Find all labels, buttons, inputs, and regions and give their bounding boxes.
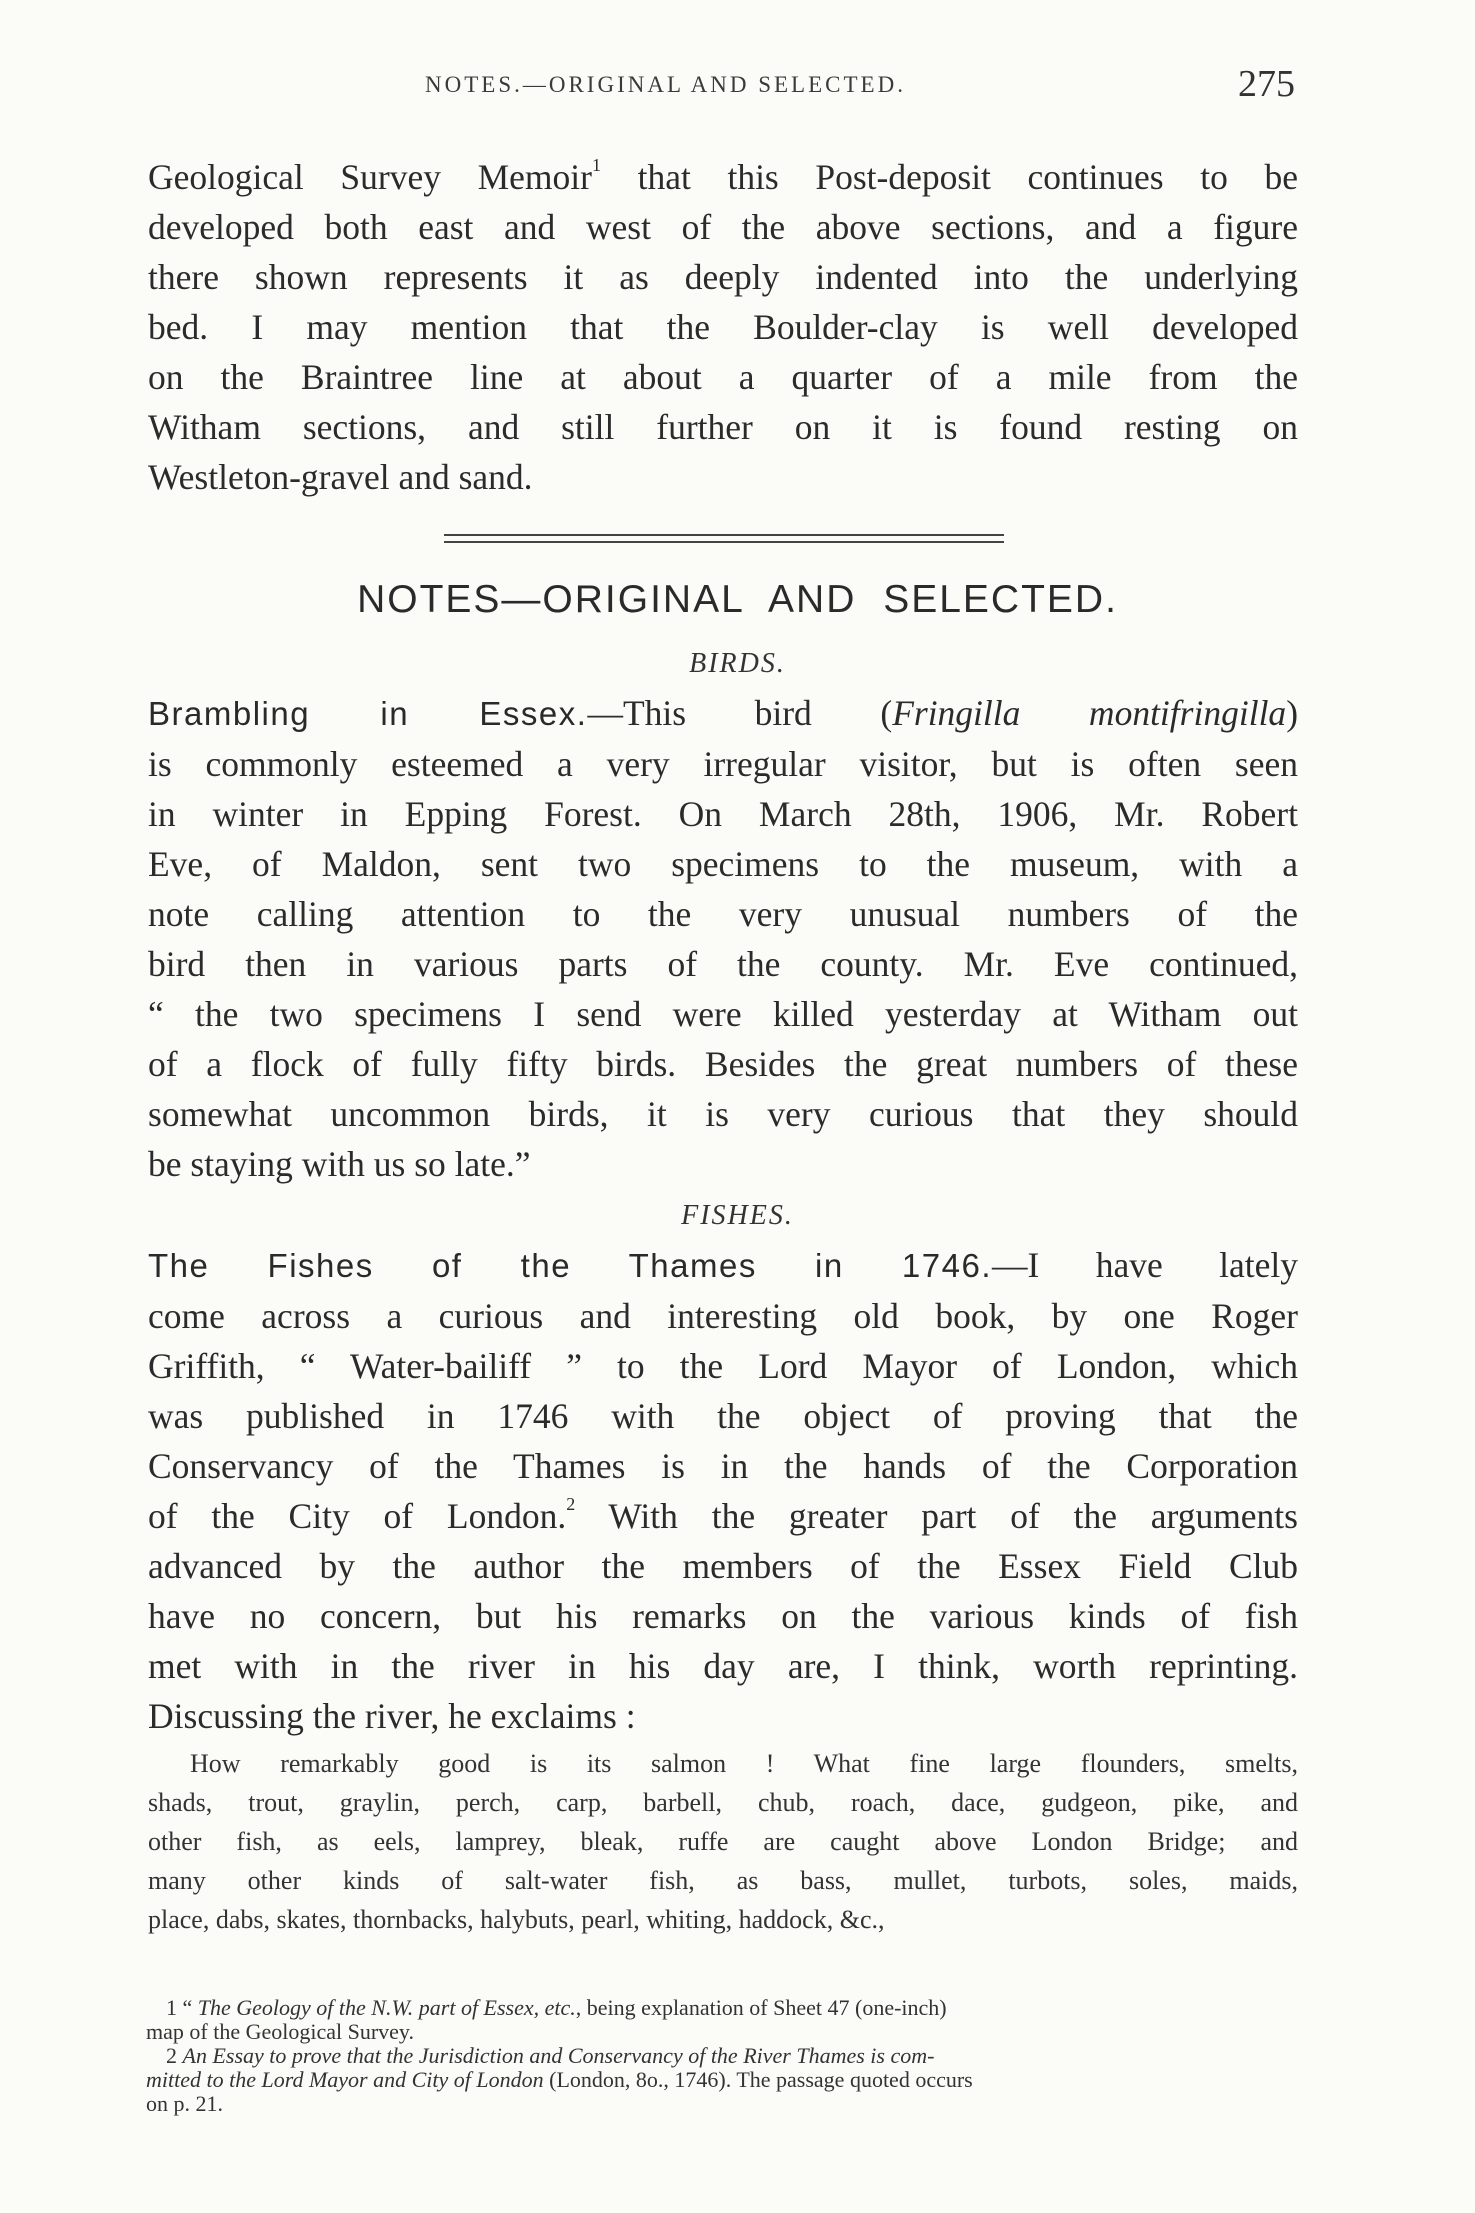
text-line <box>148 1240 1298 1291</box>
intro-paragraph <box>148 152 1298 502</box>
brambling-paragraph <box>148 688 1298 1189</box>
text-line <box>148 789 1298 839</box>
text-line <box>148 1139 1298 1189</box>
text-line <box>148 1391 1298 1441</box>
text-line <box>148 1341 1298 1391</box>
page-number: 275 <box>1238 63 1295 105</box>
text-run: , being explanation of Sheet 47 (one-inch) <box>575 1995 947 2020</box>
text-line <box>148 989 1298 1039</box>
text-run: bed. I may mention that the Boulder-clay is well developed <box>148 307 1298 347</box>
footnote-line <box>146 2068 1298 2092</box>
text-run: that this Post-deposit continues to be <box>600 157 1298 197</box>
text-line <box>148 1491 1298 1541</box>
text-run: Witham sections, and still further on it is found resting on <box>148 407 1298 447</box>
footnote-marker: 2 <box>566 1494 576 1514</box>
footnotes <box>146 1996 1298 2116</box>
text-run: (London, 8o., 1746). The passage quoted occurs <box>543 2067 973 2092</box>
quote-line: place, dabs, skates, thornbacks, halybuts, pearl, whiting, haddock, &c., <box>148 1905 885 1934</box>
text-run: 1 “ <box>166 1995 198 2020</box>
quoted-passage <box>148 1744 1298 1939</box>
italic-text: Fringilla montifringilla <box>892 693 1287 733</box>
text-run: Westleton-gravel and sand. <box>148 457 533 497</box>
note-title: Brambling in Essex. <box>148 695 588 732</box>
text-line <box>148 889 1298 939</box>
text-line <box>148 1591 1298 1641</box>
text-run: Eve, of Maldon, sent two specimens to the museum, with a <box>148 844 1298 884</box>
text-line <box>148 152 1298 202</box>
birds-heading: BIRDS. <box>689 648 786 679</box>
text-run: met with in the river in his day are, I think, worth reprinting. <box>148 1646 1298 1686</box>
text-line <box>148 1441 1298 1491</box>
text-line <box>148 1089 1298 1139</box>
text-line <box>148 688 1298 739</box>
quote-line: shads, trout, graylin, perch, carp, barbell, chub, roach, dace, gudgeon, pike, and <box>148 1788 1298 1817</box>
text-run: Griffith, “ Water-bailiff ” to the Lord Mayor of London, which <box>148 1346 1298 1386</box>
text-run: Conservancy of the Thames is in the hands of the Corporation <box>148 1446 1298 1486</box>
text-run: be staying with us so late.” <box>148 1144 531 1184</box>
section-divider-rule <box>444 541 1004 543</box>
italic-text: The Geology of the N.W. part of Essex, etc. <box>197 1995 576 2020</box>
fishes-paragraph <box>148 1240 1298 1741</box>
text-run: come across a curious and interesting old book, by one Roger <box>148 1296 1298 1336</box>
text-line <box>148 739 1298 789</box>
footnote-marker: 1 <box>591 155 601 175</box>
text-run: developed both east and west of the above sections, and a figure <box>148 207 1298 247</box>
text-run: of a flock of fully fifty birds. Besides the great numbers of these <box>148 1044 1298 1084</box>
footnote-line <box>146 2044 1298 2068</box>
footnote-line <box>146 1996 1298 2020</box>
note-title: The Fishes of the Thames in 1746. <box>148 1247 993 1284</box>
text-run: 2 <box>166 2043 183 2068</box>
text-run: ) <box>1286 693 1299 733</box>
text-run: is commonly esteemed a very irregular visitor, but is often seen <box>148 744 1298 784</box>
text-run: somewhat uncommon birds, it is very curious that they should <box>148 1094 1298 1134</box>
text-line <box>148 1691 1298 1741</box>
text-run: was published in 1746 with the object of proving that the <box>148 1396 1298 1436</box>
text-line <box>148 252 1298 302</box>
text-run: —This bird ( <box>587 693 893 733</box>
footnote-line <box>146 2020 1298 2044</box>
text-run: advanced by the author the members of the Essex Field Club <box>148 1546 1298 1586</box>
text-run: of the City of London. <box>148 1496 567 1536</box>
text-line <box>148 452 1298 502</box>
footnote-line <box>146 2092 1298 2116</box>
text-run: bird then in various parts of the county. Mr. Eve continued, <box>148 944 1298 984</box>
text-run: note calling attention to the very unusual numbers of the <box>148 894 1298 934</box>
running-head <box>0 62 1475 112</box>
text-run: map of the Geological Survey. <box>146 2019 414 2044</box>
text-run: on p. 21. <box>146 2091 223 2116</box>
fishes-heading: FISHES. <box>681 1200 794 1231</box>
italic-text: mitted to the Lord Mayor and City of London <box>146 2067 544 2092</box>
quote-line: many other kinds of salt-water fish, as bass, mullet, turbots, soles, maids, <box>148 1866 1298 1895</box>
quote-line: How remarkably good is its salmon ! What fine large flounders, smelts, <box>190 1749 1298 1778</box>
section-heading: NOTES—ORIGINAL AND SELECTED. <box>357 578 1118 621</box>
text-run: With the greater part of the arguments <box>575 1496 1298 1536</box>
text-run: “ the two specimens I send were killed yesterday at Witham out <box>148 994 1298 1034</box>
text-line <box>148 302 1298 352</box>
running-title: NOTES.—ORIGINAL AND SELECTED. <box>425 72 906 97</box>
text-run: in winter in Epping Forest. On March 28th, 1906, Mr. Robert <box>148 794 1298 834</box>
text-line <box>148 1541 1298 1591</box>
text-line <box>148 839 1298 889</box>
text-line <box>148 402 1298 452</box>
quote-line: other fish, as eels, lamprey, bleak, ruffe are caught above London Bridge; and <box>148 1827 1298 1856</box>
text-run: have no concern, but his remarks on the various kinds of fish <box>148 1596 1298 1636</box>
text-run: there shown represents it as deeply indented into the underlying <box>148 257 1298 297</box>
italic-text: An Essay to prove that the Jurisdiction and Conservancy of the River Thames is com- <box>182 2043 935 2068</box>
text-run: on the Braintree line at about a quarter of a mile from the <box>148 357 1298 397</box>
text-run: Discussing the river, he exclaims : <box>148 1696 636 1736</box>
text-line <box>148 352 1298 402</box>
text-run: —I have lately <box>992 1245 1299 1285</box>
text-line <box>148 1039 1298 1089</box>
text-run: Geological Survey Memoir <box>148 157 592 197</box>
text-line <box>148 939 1298 989</box>
text-line <box>148 202 1298 252</box>
text-line <box>148 1291 1298 1341</box>
section-divider-rule <box>444 534 1004 536</box>
text-line <box>148 1641 1298 1691</box>
